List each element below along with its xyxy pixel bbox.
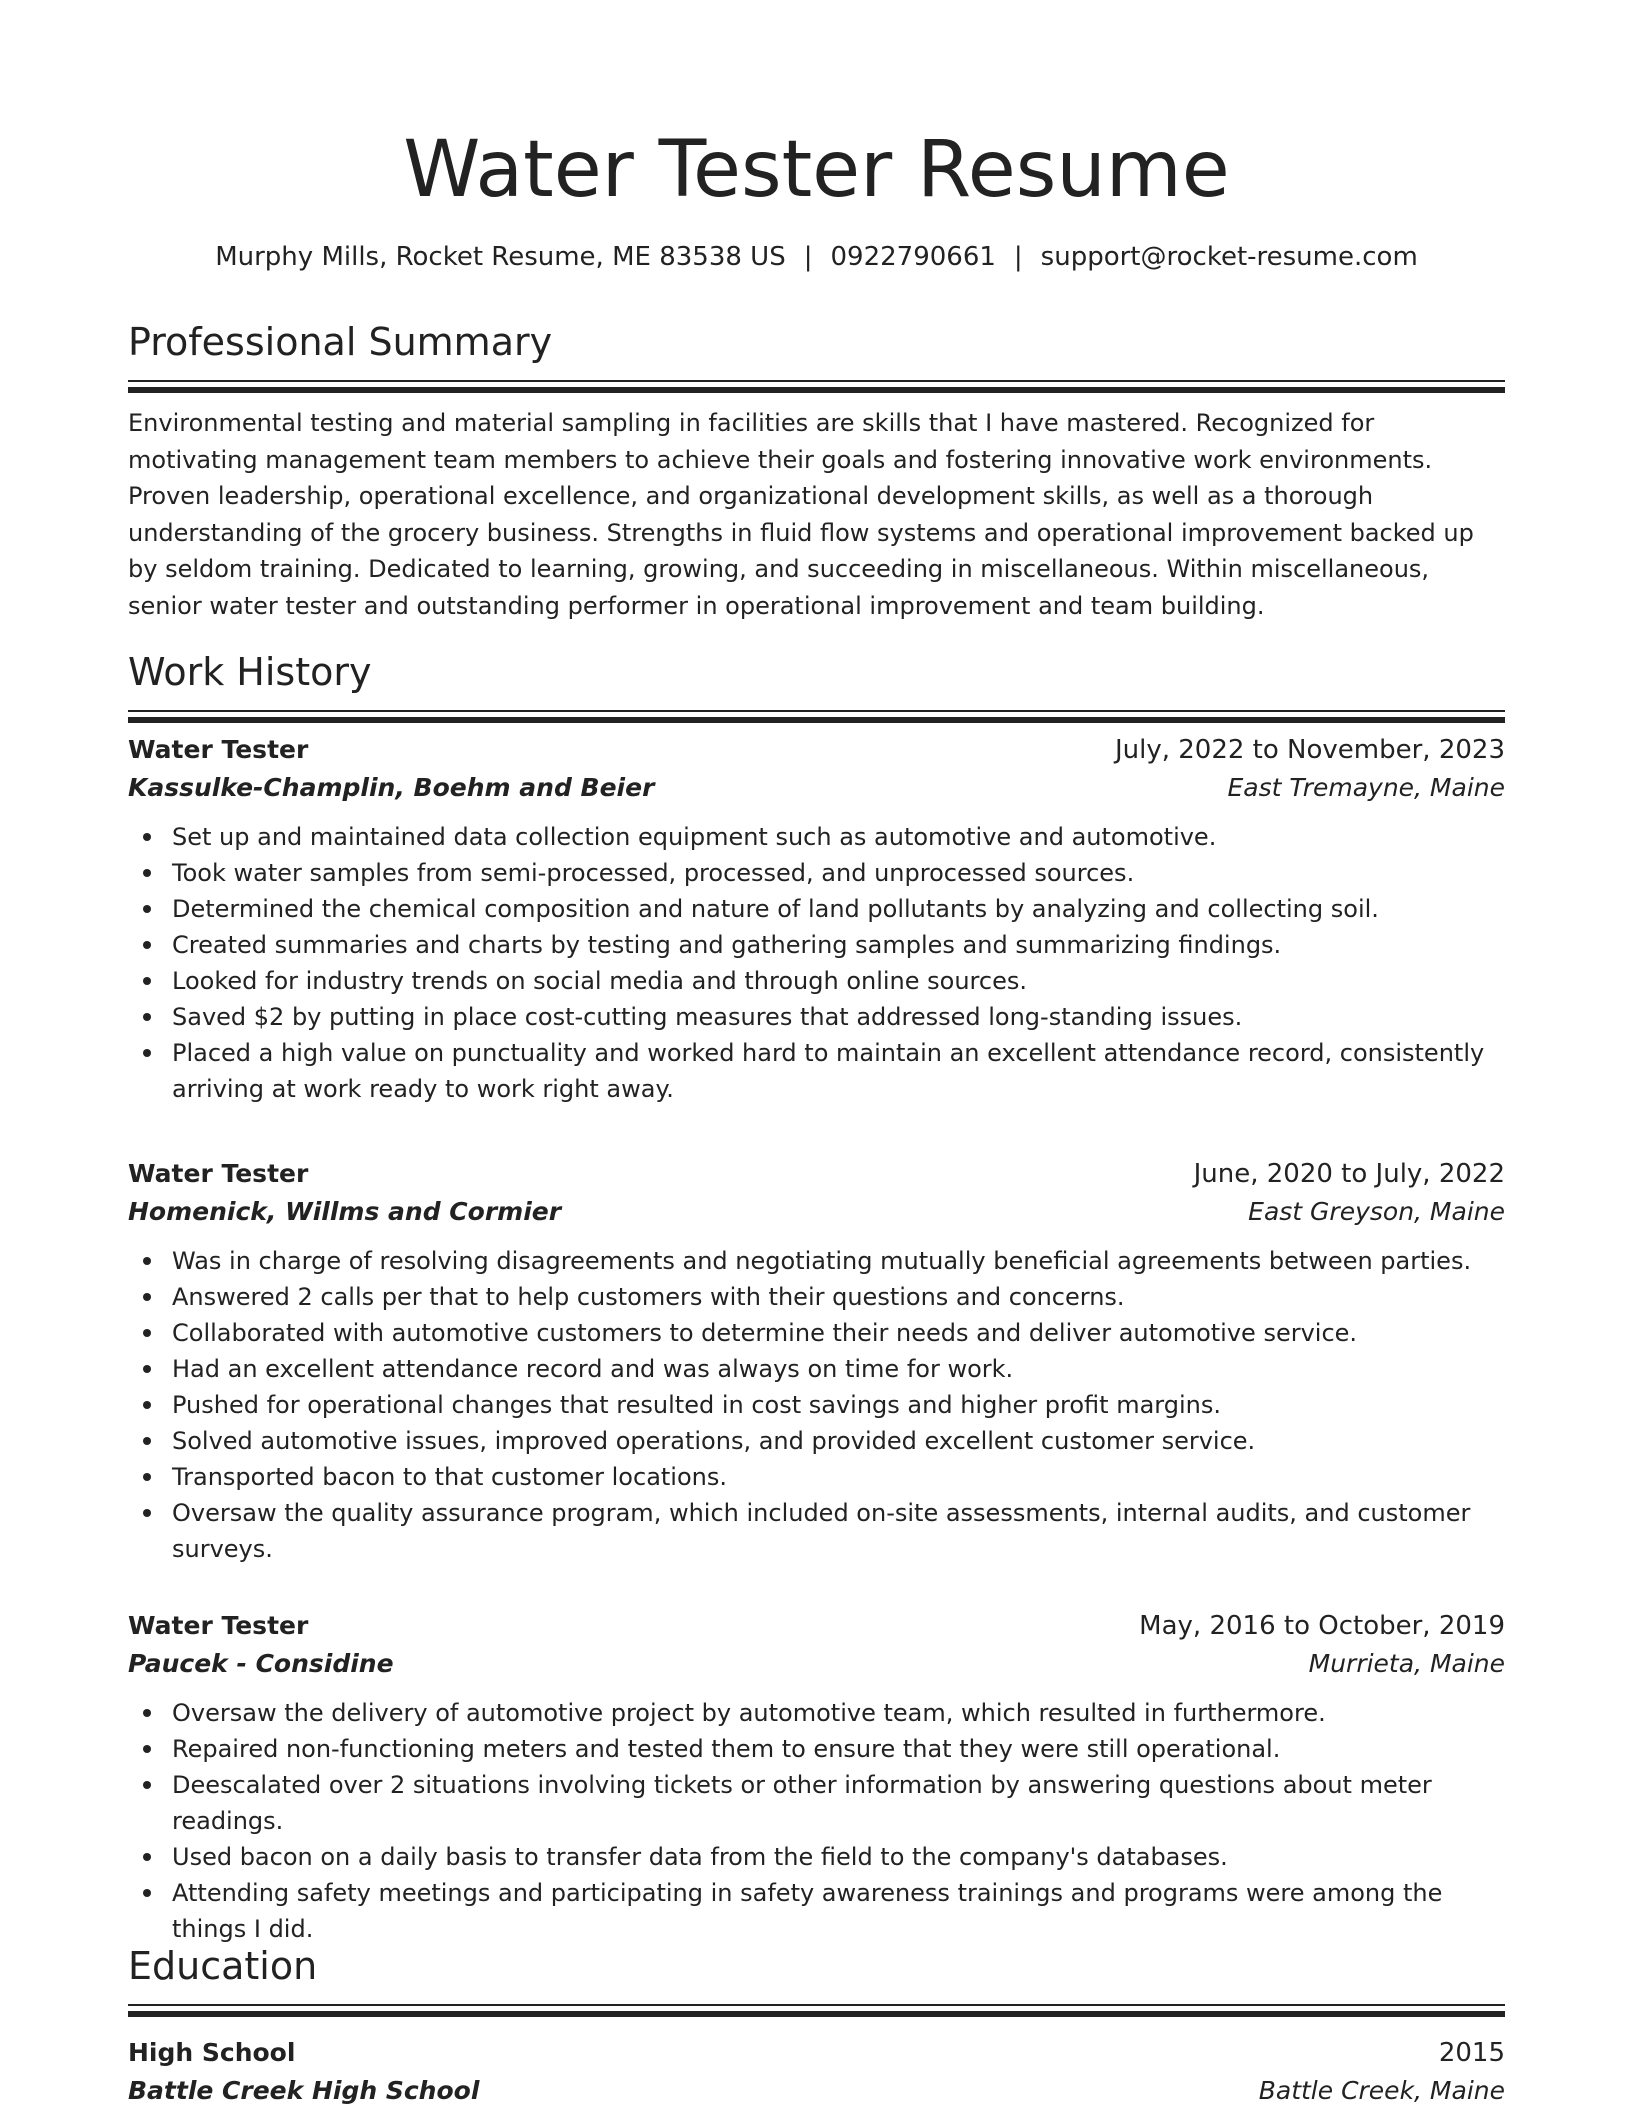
job-bullet: Set up and maintained data collection equipment such as automotive and automotive. xyxy=(172,819,1505,855)
summary-heading: Professional Summary xyxy=(128,320,553,364)
job-title: Water Tester xyxy=(128,1159,309,1188)
job-bullet: Used bacon on a daily basis to transfer data from the field to the company's databases. xyxy=(172,1839,1505,1875)
education-entry xyxy=(128,2034,1505,2110)
contact-separator: | xyxy=(803,242,813,272)
job-bullet: Had an excellent attendance record and was always on time for work. xyxy=(172,1351,1505,1387)
job-bullet: Repaired non-functioning meters and tested them to ensure that they were still operational. xyxy=(172,1731,1505,1767)
summary-section-header xyxy=(128,317,1505,367)
education-year: 2015 xyxy=(1438,2038,1505,2068)
job-bullet: Placed a high value on punctuality and worked hard to maintain an excellent attendance record, consistently arriving at work ready to work right away. xyxy=(172,1035,1505,1107)
section-divider xyxy=(128,2011,1505,2017)
education-degree: High School xyxy=(128,2038,296,2067)
job-bullet: Looked for industry trends on social media and through online sources. xyxy=(172,963,1505,999)
education-section-header xyxy=(128,1941,1505,1991)
job-dates: May, 2016 to October, 2019 xyxy=(1139,1611,1505,1641)
job-bullet: Attending safety meetings and participating in safety awareness trainings and programs were among the things I did. xyxy=(172,1875,1505,1947)
job-bullet: Was in charge of resolving disagreements and negotiating mutually beneficial agreements between parties. xyxy=(172,1243,1505,1279)
section-divider xyxy=(128,717,1505,723)
contact-phone: 0922790661 xyxy=(830,242,996,272)
contact-line xyxy=(128,238,1505,276)
job-title: Water Tester xyxy=(128,735,309,764)
contact-separator: | xyxy=(1013,242,1023,272)
job-company: Paucek - Considine xyxy=(128,1649,394,1678)
job-bullets xyxy=(128,1243,1505,1567)
job-bullets xyxy=(128,1695,1505,1947)
resume-title: Water Tester Resume xyxy=(403,125,1230,215)
job-bullet: Solved automotive issues, improved operations, and provided excellent customer service. xyxy=(172,1423,1505,1459)
work-section-header xyxy=(128,647,1505,697)
job-bullet: Collaborated with automotive customers to determine their needs and deliver automotive service. xyxy=(172,1315,1505,1351)
section-divider xyxy=(128,710,1505,712)
work-heading: Work History xyxy=(128,650,372,694)
contact-address: Murphy Mills, Rocket Resume, ME 83538 US xyxy=(215,242,786,272)
job-location: East Greyson, Maine xyxy=(1248,1197,1505,1226)
job-entry xyxy=(128,1607,1505,1947)
summary-text: Environmental testing and material sampling in facilities are skills that I have mastered. Recognized for motivating management team members to achieve their goals and fostering innovative work environments. Proven leadership, operational excellence, and organizational development skills, as well as a thorough understanding of the grocery business. Strengths in fluid flow systems and operational improvement backed up by seldom training. Dedicated to learning, growing, and succeeding in miscellaneous. Within miscellaneous, senior water tester and outstanding performer in operational improvement and team building. xyxy=(128,409,1474,620)
job-bullet: Created summaries and charts by testing and gathering samples and summarizing findings. xyxy=(172,927,1505,963)
job-bullet: Answered 2 calls per that to help customers with their questions and concerns. xyxy=(172,1279,1505,1315)
education-location: Battle Creek, Maine xyxy=(1258,2076,1505,2105)
job-bullet: Oversaw the delivery of automotive project by automotive team, which resulted in furthermore. xyxy=(172,1695,1505,1731)
section-divider xyxy=(128,380,1505,382)
job-dates: June, 2020 to July, 2022 xyxy=(1193,1159,1505,1189)
job-bullet: Saved $2 by putting in place cost-cutting measures that addressed long-standing issues. xyxy=(172,999,1505,1035)
job-bullet: Deescalated over 2 situations involving tickets or other information by answering questions about meter readings. xyxy=(172,1767,1505,1839)
job-dates: July, 2022 to November, 2023 xyxy=(1114,735,1505,765)
section-divider xyxy=(128,387,1505,393)
job-company: Kassulke-Champlin, Boehm and Beier xyxy=(128,773,655,802)
contact-email: support@rocket-resume.com xyxy=(1040,242,1418,272)
job-bullet: Pushed for operational changes that resulted in cost savings and higher profit margins. xyxy=(172,1387,1505,1423)
job-bullets xyxy=(128,819,1505,1107)
job-entry xyxy=(128,1155,1505,1567)
job-location: Murrieta, Maine xyxy=(1308,1649,1505,1678)
job-entry xyxy=(128,731,1505,1107)
job-location: East Tremayne, Maine xyxy=(1227,773,1505,802)
job-bullet: Determined the chemical composition and nature of land pollutants by analyzing and collecting soil. xyxy=(172,891,1505,927)
job-bullet: Oversaw the quality assurance program, which included on-site assessments, internal audits, and customer surveys. xyxy=(172,1495,1505,1567)
education-heading: Education xyxy=(128,1944,318,1988)
job-company: Homenick, Willms and Cormier xyxy=(128,1197,562,1226)
job-bullet: Transported bacon to that customer locations. xyxy=(172,1459,1505,1495)
job-bullet: Took water samples from semi-processed, processed, and unprocessed sources. xyxy=(172,855,1505,891)
education-school: Battle Creek High School xyxy=(128,2076,480,2105)
section-divider xyxy=(128,2004,1505,2006)
job-title: Water Tester xyxy=(128,1611,309,1640)
